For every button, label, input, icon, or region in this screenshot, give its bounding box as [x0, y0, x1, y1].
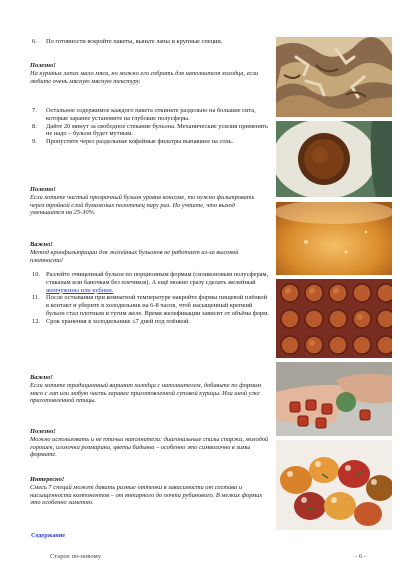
note-important-2 — [30, 374, 270, 405]
step-text: Дайте 20 минут за свободное стекание бульона. Механические усилия применять не надо – бульон будет мутным. — [46, 122, 268, 138]
note-heading: Полезно! — [30, 62, 56, 69]
note-interesting — [30, 476, 270, 507]
note-useful-1 — [30, 62, 270, 85]
note-heading: Важно! — [30, 374, 53, 381]
step-text: Пропустите через раздельные кофейные фильтры выпавшее на соль. — [46, 138, 234, 146]
page-number: - 6 - — [355, 553, 366, 560]
note-useful-3 — [30, 428, 270, 459]
step-text: Разлейте очищенный бульон по порционным формам (силиконовым полусферам, стаканам или баночкам без плечиков). А ещё можно сразу сделать желейный — [46, 271, 269, 286]
pearls-cubes-link[interactable]: жемчужины или кубики. — [46, 286, 114, 294]
note-text: Метод криофильтрации для желейных бульонов не работает из-за высокой плотности! — [30, 248, 239, 264]
note-heading: Важно! — [30, 241, 53, 248]
jelly-spheres-photo — [276, 440, 392, 530]
steps-7-9 — [30, 107, 270, 146]
note-text: Если хотите традиционный вариант холодца с наполнителем, добавьте по формам мясо с лап или любую часть заранее приготовленной суповой курицы. Или иной уже приготовленной птицы. — [30, 381, 262, 405]
chicken-feet-photo — [276, 37, 392, 117]
clear-broth-photo — [276, 202, 392, 275]
step-12 — [30, 318, 270, 326]
step-number: 12. — [32, 317, 40, 325]
step-number: 10. — [32, 271, 40, 278]
unmolding-jelly-photo — [276, 362, 392, 436]
broth-sieve-photo — [276, 121, 392, 197]
step-text: После остывания при комнатной температуре накройте формы пищевой плёнкой в контакт и уберите в холодильник на 6-8 часов, чтоб насыщенный крепкий бульон стал плотным и тугим желе. Время желефикации зависит от объёма форм. — [46, 294, 269, 317]
note-text: Можно использовать и не птичьи наполнители: диагональные спилы спаржи, молодой горошек, иголочки розмарина, цветы бадьяна – особенно это символично в зимы формате. — [30, 435, 269, 459]
note-text: На куриных лапах мало мяса, но можно его собрать для наполнителя холодца, если любите очень мясную мясную текстуру. — [30, 69, 259, 85]
step-number: 8. — [32, 122, 37, 130]
step-number: 7. — [32, 107, 37, 114]
note-useful-2 — [30, 186, 270, 217]
note-text: Смесь 7 специй может давать разные оттенки в зависимости от состава и насыщенности компонентов – от янтарного до почти рубинового. В мелких формах это особенно заметно. — [30, 483, 263, 507]
step-10 — [30, 271, 270, 294]
step-number: 6. — [32, 38, 37, 45]
step-9 — [30, 138, 270, 146]
step-7 — [30, 107, 270, 123]
note-important-1 — [30, 241, 270, 264]
note-heading: Полезно! — [30, 428, 56, 435]
step-number: 11. — [32, 294, 40, 302]
step-8 — [30, 123, 270, 139]
silicone-molds-photo — [276, 279, 392, 358]
step-text: Остальное содержимое каждого пакета откиньте раздельно на большие сита, которые заранее установите на глубокие полусферы. — [46, 107, 256, 122]
step-text: Срок хранения в холодильнике ≤7 дней под плёнкой. — [46, 317, 191, 325]
step-number: 9. — [32, 138, 37, 146]
contents-link[interactable]: Содержание — [31, 532, 66, 539]
footer-title: Старое по-новому — [50, 553, 102, 560]
note-heading: Интересно! — [30, 476, 65, 483]
step-text: По готовности вскройте пакеты, выньте лапы и крупные специи. — [46, 38, 223, 45]
step-6 — [30, 38, 270, 46]
note-text: Если хотите чистый прозрачный бульон уровня консоме, то нужно фильтровать через тройной слой бумажных полотенец пару раз. Но учтите, что выход уменьшится на 25-30%. — [30, 193, 255, 217]
step-11 — [30, 294, 270, 317]
steps-10-12 — [30, 271, 270, 326]
note-heading: Полезно! — [30, 186, 56, 193]
